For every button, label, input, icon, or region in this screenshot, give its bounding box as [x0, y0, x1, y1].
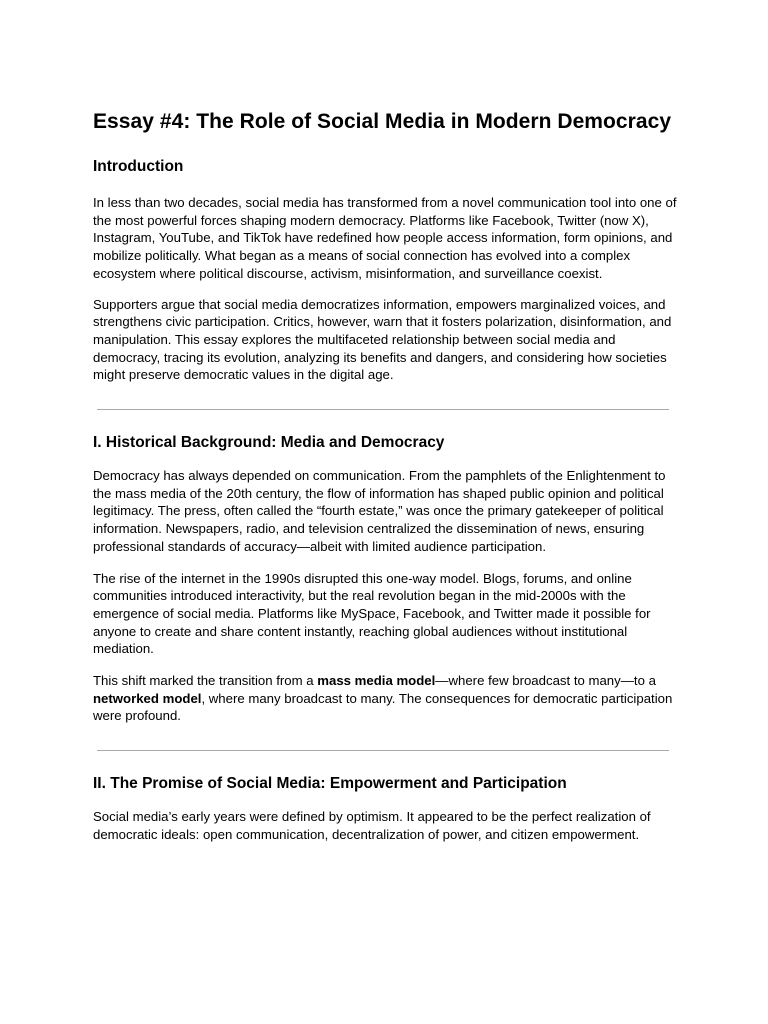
section-divider-1: [97, 409, 669, 410]
essay-title: Essay #4: The Role of Social Media in Modern Democracy: [93, 110, 672, 133]
section-1-paragraph-1: Democracy has always depended on communication. From the pamphlets of the Enlightenment to the mass media of the 20th century, the flow of information has shaped public opinion and political legitimacy. The press, often called the “fourth estate,” was once the primary gatekeeper of political information. Newspapers, radio, and television centralized the dissemination of news, ensuring professional standards of accuracy—albeit with limited audience participation.: [93, 468, 666, 554]
introduction-heading: Introduction: [93, 158, 184, 175]
section-1-heading: I. Historical Background: Media and Democracy: [93, 434, 445, 452]
section-2-heading: II. The Promise of Social Media: Empowerment and Participation: [93, 775, 567, 793]
section-1-paragraph-2: The rise of the internet in the 1990s disrupted this one-way model. Blogs, forums, and online communities introduced interactivity, but the real revolution began in the mid-2000s with the emergence of social media. Platforms like MySpace, Facebook, and Twitter made it possible for anyone to create and share content instantly, reaching global audiences without institutional mediation.: [93, 570, 651, 657]
section-2-paragraph-1: Social media’s early years were defined by optimism. It appeared to be the perfect realization of democratic ideals: open communication, decentralization of power, and citizen empowerment.: [93, 809, 651, 842]
bold-term-networked-model: networked model: [93, 690, 202, 706]
introduction-paragraph-1: In less than two decades, social media has transformed from a novel communication tool into one of the most powerful forces shaping modern democracy. Platforms like Facebook, Twitter (now X), Instagram, YouTube, and TikTok have redefined how people access information, form opinions, and mobilize politically. What began as a means of social connection has evolved into a complex ecosystem where political discourse, activism, misinformation, and surveillance coexist.: [93, 195, 677, 281]
section-1-paragraph-3: [93, 672, 683, 725]
paragraph-text: This shift marked the transition from a: [93, 673, 318, 689]
section-divider-2: [97, 750, 669, 751]
bold-term-mass-media-model: mass media model: [317, 673, 436, 689]
essay-body: [93, 108, 683, 844]
paragraph-text: —where few broadcast to many—to a: [435, 673, 656, 689]
introduction-paragraph-2: Supporters argue that social media democratizes information, empowers marginalized voices, and strengthens civic participation. Critics, however, warn that it fosters polarization, disinformation, and manipulation. This essay explores the multifaceted relationship between social media and democracy, tracing its evolution, analyzing its benefits and dangers, and considering how societies might preserve democratic values in the digital age.: [93, 296, 672, 383]
paragraph-text: , where many broadcast to many. The consequences for democratic participation were profound.: [93, 690, 673, 724]
